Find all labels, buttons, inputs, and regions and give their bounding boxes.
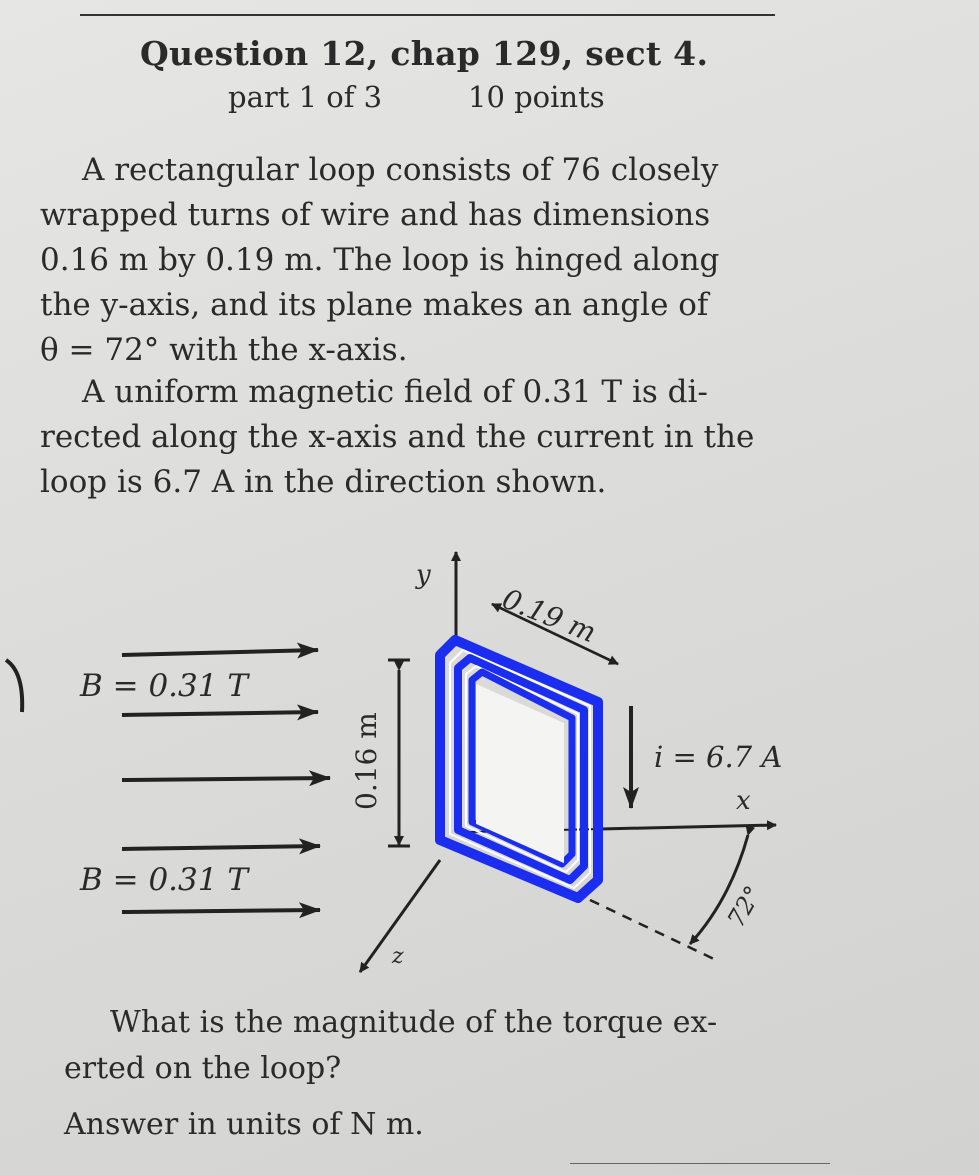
field-arrow (122, 778, 330, 780)
paragraph-line: A uniform magnetic field of 0.31 T is di- (82, 374, 708, 410)
question-part: part 1 of 3 (228, 80, 383, 114)
field-label-2: B = 0.31 T (80, 862, 249, 898)
width-label: 0.19 m (497, 582, 601, 650)
paragraph-line: A rectangular loop consists of 76 closely (82, 152, 719, 188)
field-arrow (122, 650, 318, 655)
field-arrow (122, 910, 320, 912)
bottom-rule (570, 1163, 830, 1164)
x-axis-label: x (736, 786, 751, 816)
paragraph-line: the y-axis, and its plane makes an angle of (40, 287, 709, 323)
rectangular-loop (440, 640, 598, 898)
current-label: i = 6.7 A (654, 740, 783, 774)
field-label-1: B = 0.31 T (80, 668, 249, 704)
field-arrow (122, 712, 318, 715)
field-arrow (122, 846, 320, 849)
paragraph-line: 0.16 m by 0.19 m. The loop is hinged along (40, 242, 720, 278)
height-label: 0.16 m (350, 712, 383, 810)
margin-bracket (6, 660, 22, 712)
paragraph-line: θ = 72° with the x-axis. (40, 332, 408, 368)
y-axis-label: y (416, 560, 431, 590)
question-line: What is the magnitude of the torque ex- (110, 1005, 718, 1040)
answer-units: Answer in units of N m. (64, 1107, 424, 1142)
x-axis-line (600, 825, 776, 829)
question-points: 10 points (468, 80, 605, 114)
question-text (64, 1000, 717, 1092)
z-axis-label: z (392, 944, 404, 969)
height-dimension (388, 660, 410, 846)
paragraph-line: rected along the x-axis and the current in the (40, 419, 755, 455)
paragraph-line: loop is 6.7 A in the direction shown. (40, 464, 607, 500)
question-title: Question 12, chap 129, sect 4. (140, 34, 709, 73)
angle-label: 72° (722, 881, 768, 932)
plane-projection-dashed (590, 900, 716, 960)
paragraph-line: wrapped turns of wire and has dimensions (40, 197, 711, 233)
question-line: erted on the loop? (64, 1051, 342, 1086)
